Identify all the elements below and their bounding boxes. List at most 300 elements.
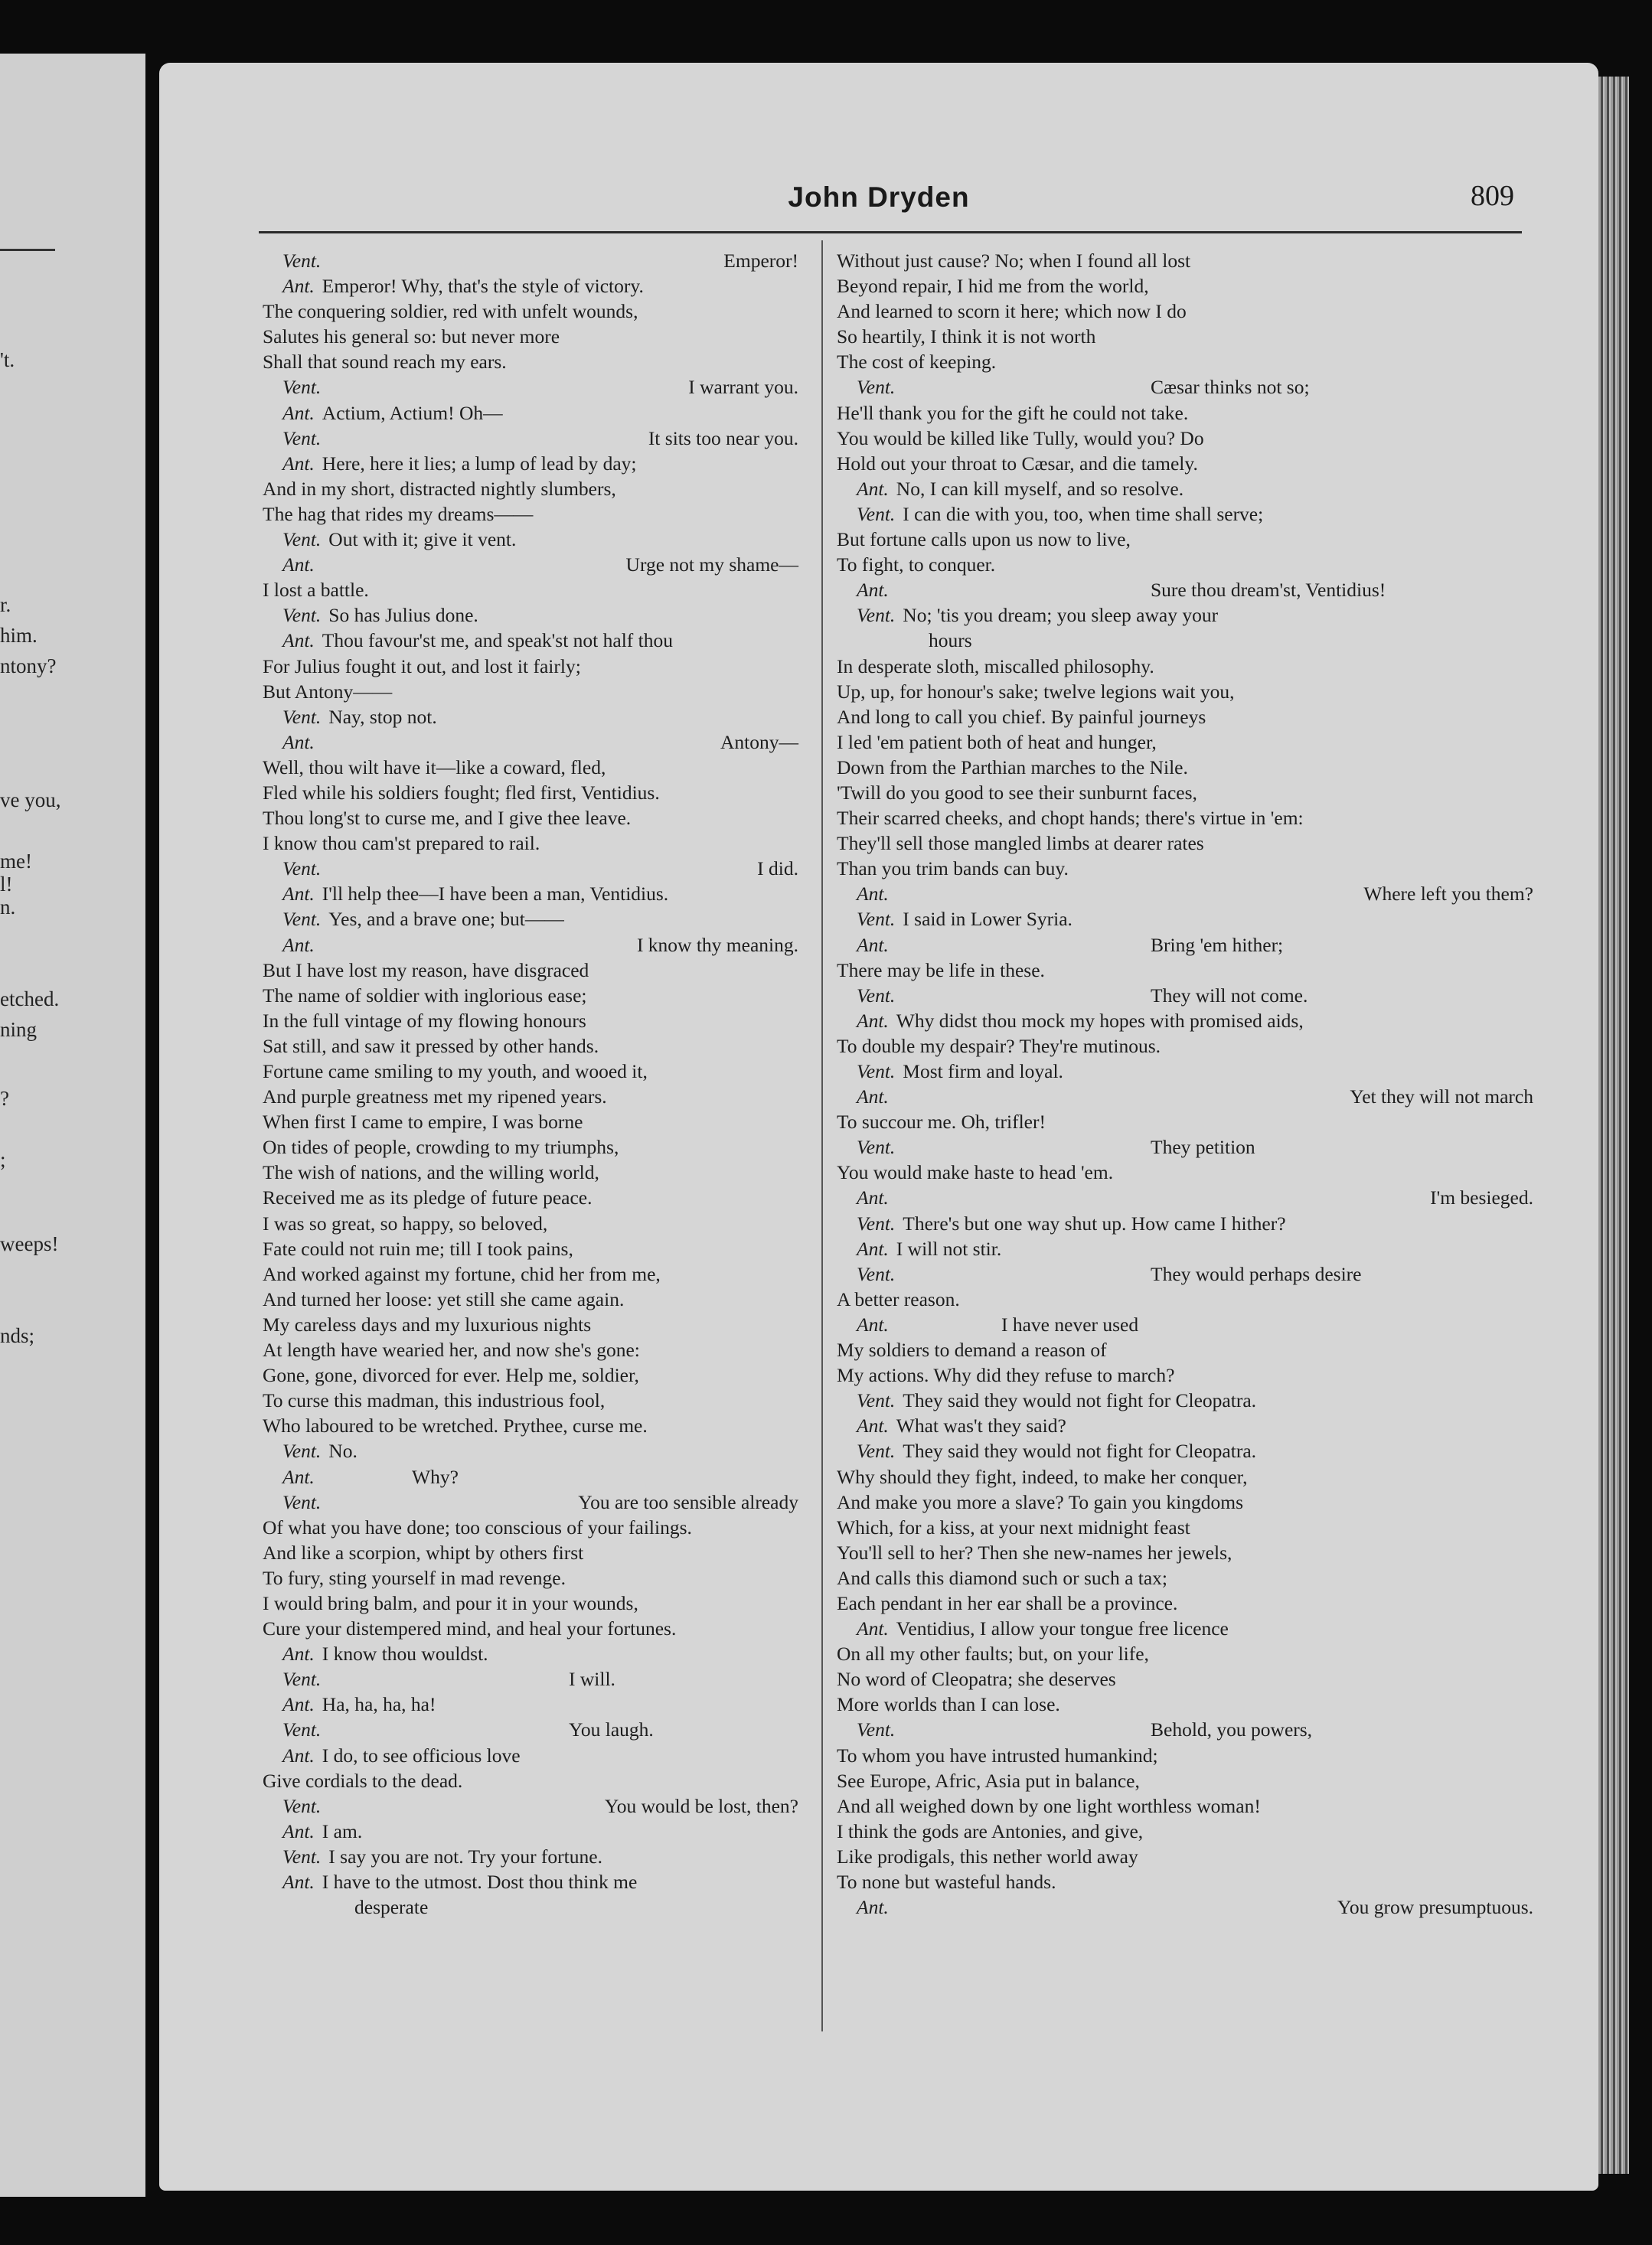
verse-line (837, 1312, 1533, 1337)
verse-text: Well, thou wilt have it—like a coward, fled, (263, 755, 606, 778)
verse-line (263, 1033, 798, 1059)
verse-text: I do, to see officious love (322, 1744, 521, 1767)
facing-page-text-fragment: l! (0, 873, 13, 896)
verse-line (263, 1666, 798, 1692)
facing-page-text-fragment: me! (0, 850, 32, 873)
speaker-name: Vent. (857, 1060, 896, 1082)
verse-line (837, 958, 1533, 983)
verse-text: Gone, gone, divorced for ever. Help me, soldier, (263, 1364, 639, 1387)
verse-text: Sat still, and saw it pressed by other hands. (263, 1034, 599, 1057)
verse-text: They will not come. (1151, 984, 1308, 1007)
verse-line (263, 1084, 798, 1109)
verse-line (263, 704, 798, 729)
verse-text: A better reason. (837, 1287, 960, 1310)
verse-text: But I have lost my reason, have disgraced (263, 958, 589, 981)
verse-line (263, 1717, 798, 1742)
verse-text: There's but one way shut up. How came I hither? (903, 1212, 1286, 1235)
verse-line (837, 729, 1533, 755)
speaker-name: Vent. (857, 604, 896, 627)
verse-text: You would make haste to head 'em. (837, 1161, 1114, 1184)
speaker-name: Ant. (282, 730, 315, 753)
verse-line (263, 755, 798, 780)
verse-text: I will. (569, 1668, 615, 1691)
verse-line (837, 248, 1533, 273)
verse-text: Most firm and loyal. (903, 1060, 1063, 1082)
speaker-name: Ant. (282, 1643, 315, 1666)
verse-text: He'll thank you for the gift he could not take. (837, 401, 1189, 424)
speaker-name: Vent. (282, 908, 322, 931)
verse-line (837, 476, 1533, 501)
verse-text: Urge not my shame— (625, 553, 798, 576)
verse-line (837, 780, 1533, 805)
verse-line (263, 349, 798, 374)
speaker-name: Vent. (282, 1718, 322, 1741)
verse-line (837, 501, 1533, 527)
verse-text: On all my other faults; but, on your life, (837, 1643, 1149, 1666)
verse-text: See Europe, Afric, Asia put in balance, (837, 1769, 1140, 1792)
verse-text: Ventidius, I allow your tongue free licence (896, 1617, 1229, 1640)
verse-text: Than you trim bands can buy. (837, 857, 1069, 880)
verse-text: It sits too near you. (648, 426, 798, 449)
verse-line (263, 1211, 798, 1236)
facing-page-text-fragment: n. (0, 896, 16, 919)
speaker-name: Vent. (282, 426, 322, 449)
verse-line (263, 1438, 798, 1463)
verse-text: I have to the utmost. Dost thou think me (322, 1871, 638, 1893)
verse-line (837, 1211, 1533, 1236)
verse-text: Cæsar thinks not so; (1151, 376, 1310, 399)
facing-page-text-fragment: ning (0, 1018, 38, 1041)
verse-text: Fled while his soldiers fought; fled first, Ventidius. (263, 781, 660, 804)
verse-line (263, 552, 798, 577)
verse-text: Ha, ha, ha, ha! (322, 1693, 436, 1716)
verse-text: You are too sensible already (578, 1490, 798, 1513)
speaker-name: Ant. (282, 933, 315, 956)
verse-line (263, 1312, 798, 1337)
speaker-name: Ant. (282, 883, 315, 906)
verse-text: And in my short, distracted nightly slumbers, (263, 477, 616, 500)
speaker-name: Ant. (857, 1617, 889, 1640)
verse-text: Shall that sound reach my ears. (263, 351, 507, 374)
verse-line (837, 1743, 1533, 1768)
verse-line (837, 704, 1533, 729)
verse-text: Hold out your throat to Cæsar, and die tamely. (837, 452, 1198, 475)
verse-text: My soldiers to demand a reason of (837, 1339, 1107, 1362)
column-divider (821, 240, 823, 2031)
facing-page-text-fragment: ; (0, 1148, 6, 1171)
verse-line (837, 1793, 1533, 1819)
verse-line (263, 1844, 798, 1869)
verse-text: Here, here it lies; a lump of lead by day; (322, 452, 637, 475)
verse-line (263, 1059, 798, 1084)
speaker-name: Ant. (857, 1415, 889, 1437)
speaker-name: Vent. (282, 1845, 322, 1868)
verse-line (837, 1515, 1533, 1540)
verse-line (263, 451, 798, 476)
verse-line (837, 1008, 1533, 1033)
verse-text: Yes, and a brave one; but—— (328, 908, 564, 931)
verse-text: No, I can kill myself, and so resolve. (896, 477, 1184, 500)
verse-text: I know thou wouldst. (322, 1643, 488, 1666)
speaker-name: Ant. (857, 883, 889, 906)
verse-text: To none but wasteful hands. (837, 1871, 1056, 1893)
page-number: 809 (1471, 180, 1514, 212)
verse-line (837, 1641, 1533, 1666)
verse-line (837, 1287, 1533, 1312)
verse-text: I say you are not. Try your fortune. (328, 1845, 602, 1868)
verse-line (837, 552, 1533, 577)
speaker-name: Vent. (857, 1262, 896, 1285)
speaker-name: Vent. (857, 502, 896, 525)
speaker-name: Vent. (857, 1718, 896, 1741)
facing-page-rule (0, 249, 55, 251)
verse-line (263, 1692, 798, 1717)
verse-text: To curse this madman, this industrious fool, (263, 1389, 606, 1412)
speaker-name: Ant. (282, 629, 315, 652)
speaker-name: Vent. (282, 604, 322, 627)
verse-text: And worked against my fortune, chid her from me, (263, 1262, 661, 1285)
verse-line (263, 248, 798, 273)
verse-line (837, 1819, 1533, 1844)
verse-line (837, 881, 1533, 906)
verse-text: And like a scorpion, whipt by others first (263, 1541, 584, 1564)
verse-line (837, 273, 1533, 299)
verse-line (263, 1236, 798, 1261)
verse-line (837, 1185, 1533, 1210)
verse-line (263, 476, 798, 501)
speaker-name: Ant. (282, 1744, 315, 1767)
verse-line (263, 1869, 798, 1894)
verse-line (263, 654, 798, 679)
verse-line (837, 628, 1533, 653)
verse-line (263, 1565, 798, 1591)
verse-line (837, 1616, 1533, 1641)
verse-line (263, 1185, 798, 1210)
verse-line (263, 374, 798, 400)
speaker-name: Ant. (857, 1009, 889, 1032)
verse-text: But fortune calls upon us now to live, (837, 528, 1131, 551)
verse-line (263, 856, 798, 881)
verse-text: I will not stir. (896, 1237, 1002, 1260)
verse-text: Each pendant in her ear shall be a province. (837, 1591, 1178, 1614)
speaker-name: Ant. (282, 1871, 315, 1893)
verse-text: You would be lost, then? (604, 1794, 798, 1817)
verse-line (263, 1819, 798, 1844)
verse-text: Salutes his general so: but never more (263, 325, 560, 348)
verse-line (263, 602, 798, 628)
verse-text: Emperor! Why, that's the style of victory. (322, 275, 644, 298)
facing-page-text-fragment: him. (0, 624, 38, 647)
verse-line (837, 906, 1533, 932)
speaker-name: Ant. (857, 1896, 889, 1919)
verse-text: And purple greatness met my ripened years. (263, 1085, 607, 1108)
verse-text: I led 'em patient both of heat and hunger, (837, 730, 1157, 753)
verse-line (837, 400, 1533, 426)
verse-text: Antony— (720, 730, 798, 753)
verse-text: I did. (757, 857, 798, 880)
verse-line (263, 1109, 798, 1134)
verse-line (263, 906, 798, 932)
verse-text: The conquering soldier, red with unfelt wounds, (263, 300, 638, 323)
verse-line (263, 1515, 798, 1540)
verse-line (837, 1666, 1533, 1692)
verse-line (263, 805, 798, 830)
verse-line (263, 1160, 798, 1185)
verse-line (837, 1717, 1533, 1742)
verse-text: desperate (354, 1896, 429, 1919)
verse-text: Beyond repair, I hid me from the world, (837, 275, 1149, 298)
speaker-name: Vent. (857, 376, 896, 399)
verse-text: In the full vintage of my flowing honours (263, 1009, 586, 1032)
speaker-name: Vent. (282, 1490, 322, 1513)
verse-text: I think the gods are Antonies, and give, (837, 1819, 1144, 1842)
speaker-name: Ant. (857, 1237, 889, 1260)
facing-page-text-fragment: ntony? (0, 654, 57, 677)
verse-line (837, 1109, 1533, 1134)
verse-text: I can die with you, too, when time shall serve; (903, 502, 1264, 525)
speaker-name: Vent. (282, 705, 322, 728)
verse-line (263, 273, 798, 299)
verse-text: They'll sell those mangled limbs at dearer rates (837, 832, 1204, 855)
verse-line (263, 1540, 798, 1565)
verse-text: The hag that rides my dreams—— (263, 502, 534, 525)
verse-text: Give cordials to the dead. (263, 1769, 463, 1792)
verse-line (263, 983, 798, 1008)
verse-line (837, 1540, 1533, 1565)
verse-text: I have never used (1001, 1313, 1139, 1336)
verse-line (263, 830, 798, 856)
verse-line (263, 780, 798, 805)
verse-text: They petition (1151, 1136, 1255, 1159)
verse-text: Thou long'st to curse me, and I give thee leave. (263, 807, 632, 830)
verse-line (837, 1033, 1533, 1059)
verse-line (263, 1287, 798, 1312)
verse-text: You would be killed like Tully, would you? Do (837, 426, 1204, 449)
verse-text: At length have wearied her, and now she's gone: (263, 1339, 640, 1362)
verse-text: Down from the Parthian marches to the Nile. (837, 755, 1188, 778)
verse-text: Who laboured to be wretched. Prythee, curse me. (263, 1415, 648, 1437)
verse-line (837, 1134, 1533, 1160)
verse-line (263, 1743, 798, 1768)
speaker-name: Ant. (857, 1313, 889, 1336)
verse-text: Nay, stop not. (328, 705, 437, 728)
verse-line (837, 1565, 1533, 1591)
verse-text: I'm besieged. (1430, 1186, 1533, 1209)
verse-text: The name of soldier with inglorious ease; (263, 984, 587, 1007)
speaker-name: Vent. (282, 250, 322, 272)
verse-line (263, 1894, 798, 1920)
verse-text: For Julius fought it out, and lost it fairly; (263, 654, 581, 677)
speaker-name: Ant. (282, 1465, 315, 1488)
facing-page-text-fragment: ? (0, 1087, 9, 1110)
verse-text: They would perhaps desire (1151, 1262, 1362, 1285)
verse-line (837, 983, 1533, 1008)
verse-line (263, 881, 798, 906)
verse-line (263, 400, 798, 426)
verse-line (837, 1438, 1533, 1463)
verse-text: And all weighed down by one light worthless woman! (837, 1794, 1261, 1817)
verse-text: hours (929, 629, 972, 652)
verse-line (837, 1236, 1533, 1261)
speaker-name: Ant. (282, 553, 315, 576)
verse-text: More worlds than I can lose. (837, 1693, 1060, 1716)
verse-line (263, 1413, 798, 1438)
verse-text: I warrant you. (688, 376, 798, 399)
facing-page-text-fragment: nds; (0, 1324, 35, 1347)
verse-text: Emperor! (723, 250, 798, 272)
verse-line (263, 1464, 798, 1490)
verse-line (837, 426, 1533, 451)
verse-text: Received me as its pledge of future peace. (263, 1186, 593, 1209)
verse-line (837, 299, 1533, 324)
speaker-name: Ant. (857, 1085, 889, 1108)
verse-text: No; 'tis you dream; you sleep away your (903, 604, 1219, 627)
left-column (263, 248, 798, 1920)
verse-text: To succour me. Oh, trifler! (837, 1111, 1046, 1134)
verse-line (263, 729, 798, 755)
verse-line (263, 501, 798, 527)
verse-line (263, 527, 798, 552)
speaker-name: Vent. (282, 376, 322, 399)
facing-page-text-fragment: ve you, (0, 788, 61, 811)
verse-text: Why? (412, 1465, 459, 1488)
verse-line (263, 1134, 798, 1160)
verse-text: When first I came to empire, I was borne (263, 1111, 583, 1134)
facing-page-text-fragment: weeps! (0, 1232, 59, 1255)
speaker-name: Ant. (857, 1186, 889, 1209)
verse-line (837, 1261, 1533, 1287)
verse-text: No word of Cleopatra; she deserves (837, 1668, 1116, 1691)
verse-line (837, 374, 1533, 400)
speaker-name: Vent. (857, 1212, 896, 1235)
verse-text: And turned her loose: yet still she came again. (263, 1287, 625, 1310)
verse-line (837, 527, 1533, 552)
verse-text: I am. (322, 1819, 363, 1842)
verse-text: You laugh. (569, 1718, 654, 1741)
verse-line (263, 932, 798, 958)
facing-page-text-fragment: etched. (0, 987, 60, 1010)
verse-text: I was so great, so happy, so beloved, (263, 1212, 548, 1235)
verse-line (263, 1261, 798, 1287)
facing-page-fragment (0, 54, 145, 2197)
verse-text: You grow presumptuous. (1337, 1896, 1533, 1919)
verse-line (263, 1793, 798, 1819)
verse-line (837, 349, 1533, 374)
verse-line (837, 1894, 1533, 1920)
verse-line (837, 1464, 1533, 1490)
verse-text: I know thy meaning. (636, 933, 798, 956)
verse-line (837, 805, 1533, 830)
verse-text: I'll help thee—I have been a man, Ventidius. (322, 883, 669, 906)
verse-text: There may be life in these. (837, 958, 1045, 981)
speaker-name: Ant. (282, 452, 315, 475)
verse-text: Without just cause? No; when I found all lost (837, 250, 1191, 272)
verse-line (263, 1768, 798, 1793)
speaker-name: Ant. (282, 401, 315, 424)
verse-text: What was't they said? (896, 1415, 1066, 1437)
verse-text: So heartily, I think it is not worth (837, 325, 1096, 348)
verse-text: Fate could not ruin me; till I took pains, (263, 1237, 573, 1260)
verse-line (837, 1844, 1533, 1869)
verse-text: And calls this diamond such or such a tax; (837, 1566, 1168, 1589)
running-head-title: John Dryden (788, 181, 970, 213)
header-rule (259, 231, 1522, 233)
verse-text: They said they would not fight for Cleopatra. (903, 1440, 1257, 1463)
speaker-name: Ant. (857, 477, 889, 500)
verse-text: My careless days and my luxurious nights (263, 1313, 592, 1336)
verse-line (263, 1490, 798, 1515)
verse-line (837, 932, 1533, 958)
verse-text: So has Julius done. (328, 604, 478, 627)
verse-text: Their scarred cheeks, and chopt hands; there's virtue in 'em: (837, 807, 1304, 830)
speaker-name: Ant. (857, 933, 889, 956)
verse-text: To fury, sting yourself in mad revenge. (263, 1566, 566, 1589)
speaker-name: Vent. (857, 984, 896, 1007)
verse-text: Why didst thou mock my hopes with promised aids, (896, 1009, 1304, 1032)
verse-text: The wish of nations, and the willing world, (263, 1161, 599, 1184)
verse-line (263, 628, 798, 653)
book-page (159, 63, 1598, 2191)
speaker-name: Ant. (282, 275, 315, 298)
verse-text: And make you more a slave? To gain you kingdoms (837, 1490, 1244, 1513)
verse-line (837, 679, 1533, 704)
verse-text: The cost of keeping. (837, 351, 997, 374)
verse-text: To double my despair? They're mutinous. (837, 1034, 1161, 1057)
speaker-name: Vent. (282, 1440, 322, 1463)
verse-line (263, 958, 798, 983)
verse-text: Where left you them? (1363, 883, 1533, 906)
right-column (837, 248, 1533, 1920)
verse-line (263, 426, 798, 451)
facing-page-text-fragment: 't. (0, 348, 15, 371)
verse-line (837, 1084, 1533, 1109)
verse-line (837, 1388, 1533, 1413)
speaker-name: Vent. (857, 908, 896, 931)
speaker-name: Ant. (282, 1819, 315, 1842)
verse-line (837, 654, 1533, 679)
verse-text: Why should they fight, indeed, to make her conquer, (837, 1465, 1248, 1488)
verse-line (263, 577, 798, 602)
verse-line (837, 1160, 1533, 1185)
verse-line (837, 1490, 1533, 1515)
page-stack-edge (1598, 77, 1629, 2174)
verse-text: Of what you have done; too conscious of your failings. (263, 1516, 692, 1539)
verse-line (263, 324, 798, 349)
verse-text: Yet they will not march (1350, 1085, 1533, 1108)
verse-text: In desperate sloth, miscalled philosophy. (837, 654, 1154, 677)
verse-line (263, 1641, 798, 1666)
verse-text: To fight, to conquer. (837, 553, 996, 576)
verse-line (263, 299, 798, 324)
verse-text: Out with it; give it vent. (328, 528, 517, 551)
verse-text: Bring 'em hither; (1151, 933, 1284, 956)
verse-line (263, 1591, 798, 1616)
verse-line (263, 1008, 798, 1033)
verse-line (263, 679, 798, 704)
verse-text: Like prodigals, this nether world away (837, 1845, 1138, 1868)
verse-text: You'll sell to her? Then she new-names her jewels, (837, 1541, 1232, 1564)
speaker-name: Vent. (282, 857, 322, 880)
speaker-name: Vent. (857, 1136, 896, 1159)
verse-text: No. (328, 1440, 357, 1463)
verse-text: Sure thou dream'st, Ventidius! (1151, 579, 1386, 602)
verse-line (837, 1768, 1533, 1793)
speaker-name: Vent. (282, 1668, 322, 1691)
verse-text: But Antony—— (263, 680, 393, 703)
verse-text: And long to call you chief. By painful journeys (837, 705, 1206, 728)
verse-line (263, 1616, 798, 1641)
verse-line (837, 1337, 1533, 1362)
